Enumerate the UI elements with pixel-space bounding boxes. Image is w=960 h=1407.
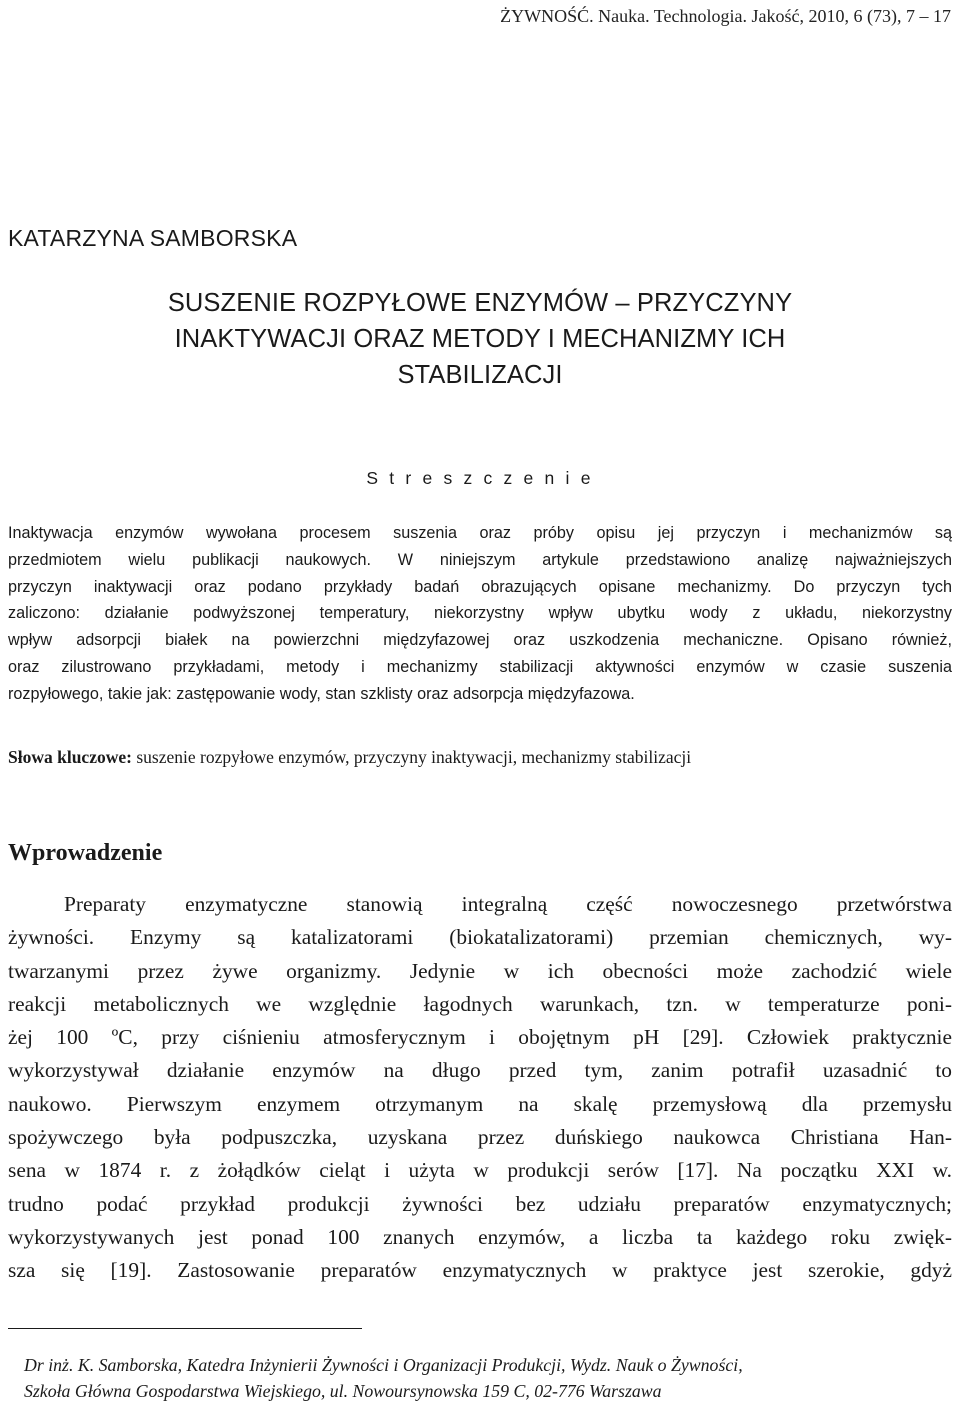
abstract-text	[8, 520, 952, 708]
body-line: reakcji metabolicznych we względnie łagodnych warunkach, tzn. w temperaturze poni-	[8, 991, 952, 1016]
title-line: SUSZENIE ROZPYŁOWE ENZYMÓW – PRZYCZYNY	[167, 289, 793, 317]
body-line: żywności. Enzymy są katalizatorami (biokatalizatorami) przemian chemicznych, wy-	[8, 925, 952, 950]
footnote-line: Szkoła Główna Gospodarstwa Wiejskiego, ul. Nowoursynowska 159 C, 02-776 Warszawa	[24, 1381, 662, 1401]
body-line: twarzanymi przez żywe organizmy. Jedynie w ich obecności może zachodzić wiele	[8, 958, 952, 983]
keywords-text: suszenie rozpyłowe enzymów, przyczyny inaktywacji, mechanizmy stabilizacji	[131, 747, 692, 767]
abstract-line: oraz zilustrowano przykładami, metody i mechanizmy stabilizacji aktywności enzymów w czasie suszenia	[8, 657, 952, 676]
body-line: sena w 1874 r. z żołądków cieląt i użyta w produkcji serów [17]. Na początku XXI w.	[8, 1158, 952, 1183]
title-line: INAKTYWACJI ORAZ METODY I MECHANIZMY ICH	[174, 325, 786, 353]
abstract-line: wpływ adsorpcji białek na powierzchni międzyfazowej oraz uszkodzenia mechaniczne. Opisano również,	[8, 631, 952, 650]
body-line: sza się [19]. Zastosowanie preparatów enzymatycznych w praktyce jest szerokie, gdyż	[8, 1258, 952, 1283]
introduction-text	[8, 888, 952, 1288]
footnote-line: Dr inż. K. Samborska, Katedra Inżynierii Żywności i Organizacji Produkcji, Wydz. Nauk o Żywności,	[24, 1355, 743, 1375]
author-name: KATARZYNA SAMBORSKA	[8, 225, 298, 251]
footnote-divider	[8, 1328, 362, 1329]
footnote	[24, 1352, 954, 1404]
body-line: naukowo. Pierwszym enzymem otrzymanym na skalę przemysłową dla przemysłu	[8, 1091, 952, 1116]
abstract-line: Inaktywacja enzymów wywołana procesem suszenia oraz próby opisu jej przyczyn i mechanizmów są	[8, 524, 952, 542]
keywords-label: Słowa kluczowe:	[8, 747, 132, 767]
running-header: ŻYWNOŚĆ. Nauka. Technologia. Jakość, 2010, 6 (73), 7 – 17	[500, 6, 951, 26]
keywords	[8, 747, 952, 768]
abstract-heading: S t r e s z c z e n i e	[366, 468, 594, 488]
abstract-line: zaliczono: działanie podwyższonej temperatury, niekorzystny wpływ ubytku wody z układu, niekorzystny	[8, 604, 952, 623]
body-line: żej 100 ºC, przy ciśnieniu atmosferycznym i obojętnym pH [29]. Człowiek praktycznie	[8, 1025, 952, 1050]
body-line: trudno podać przykład produkcji żywności bez udziału preparatów enzymatycznych;	[8, 1191, 952, 1216]
abstract-line: przyczyn inaktywacji oraz podano przykłady badań obrazujących opisane mechanizmy. Do przyczyn tych	[8, 577, 952, 596]
body-line: wykorzystywał działanie enzymów na długo przed tym, zanim potrafił uzasadnić to	[8, 1058, 952, 1083]
body-line: Preparaty enzymatyczne stanowią integralną część nowoczesnego przetwórstwa	[64, 892, 952, 916]
body-line: wykorzystywanych jest ponad 100 znanych enzymów, a liczba ta każdego roku zwięk-	[8, 1224, 952, 1249]
title-line: STABILIZACJI	[397, 361, 563, 389]
section-heading-introduction: Wprowadzenie	[8, 840, 163, 866]
abstract-line: przedmiotem wielu publikacji naukowych. W niniejszym artykule przedstawiono analizę najważniejszych	[8, 550, 952, 569]
abstract-line: rozpyłowego, takie jak: zastępowanie wody, stan szklisty oraz adsorpcja międzyfazowa.	[8, 684, 635, 703]
body-line: spożywczego była podpuszczka, uzyskana przez duńskiego naukowca Christiana Han-	[8, 1125, 952, 1150]
article-title	[0, 285, 960, 393]
